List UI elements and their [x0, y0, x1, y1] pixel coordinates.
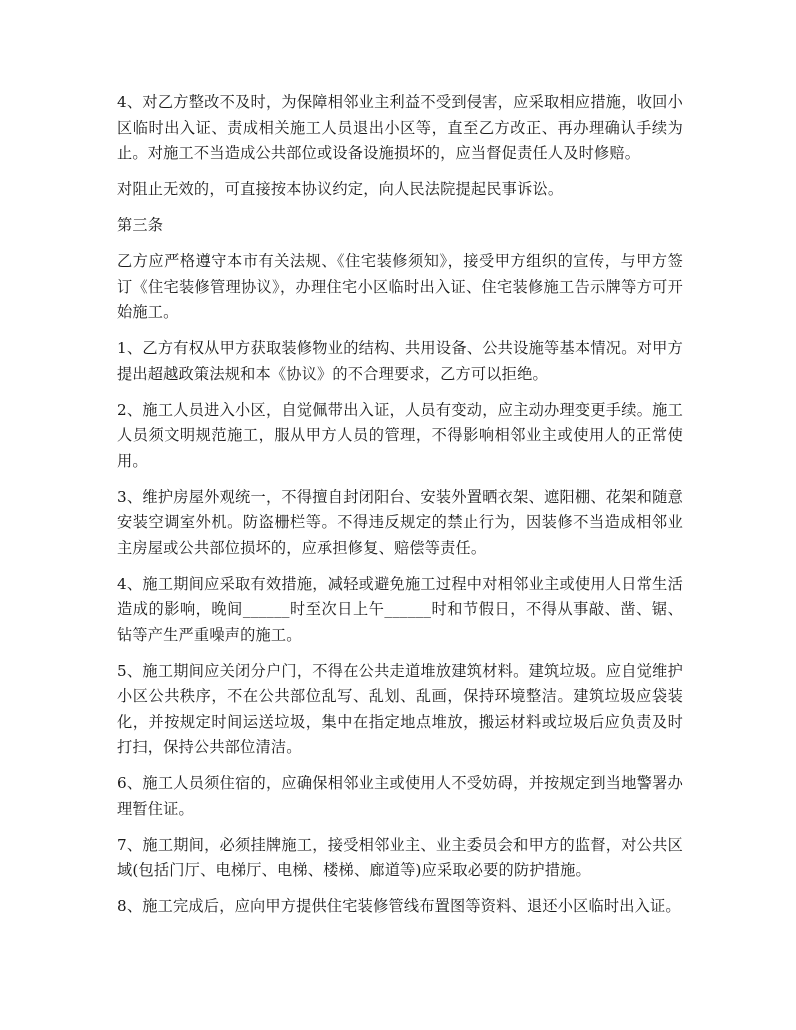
- article-heading: 第三条: [117, 216, 164, 234]
- paragraph-rectification: 4、对乙方整改不及时，为保障相邻业主利益不受到侵害，应采取相应措施，收回小区临时出入证、责成相关施工人员退出小区等，直至乙方改正、再办理确认手续为止。对施工不当造成公共部位或设备设施损坏的，应当督促责任人及时修赔。: [117, 93, 683, 162]
- clause-2: 2、施工人员进入小区，自觉佩带出入证，人员有变动，应主动办理变更手续。施工人员须文明规范施工，服从甲方人员的管理，不得影响相邻业主或使用人的正常使用。: [117, 400, 683, 470]
- clause-5: 5、施工期间应关闭分户门，不得在公共走道堆放建筑材料。建筑垃圾。应自觉维护小区公共秩序，不在公共部位乱写、乱划、乱画，保持环境整洁。建筑垃圾应袋装化，并按规定时间运送垃圾，集中在指定地点堆放，搬运材料或垃圾后应负责及时打扫，保持公共部位清洁。: [117, 661, 683, 756]
- paragraph-lawsuit: 对阻止无效的，可直接按本协议约定，向人民法院提起民事诉讼。: [117, 180, 564, 198]
- clause-3: 3、维护房屋外观统一，不得擅自封闭阳台、安装外置晒衣架、遮阳棚、花架和随意安装空调室外机。防盗栅栏等。不得违反规定的禁止行为，因装修不当造成相邻业主房屋或公共部位损坏的，应承担修复、赔偿等责任。: [117, 487, 683, 557]
- paragraph-article-intro: 乙方应严格遵守本市有关法规、《住宅装修须知》，接受甲方组织的宣传，与甲方签订《住宅装修管理协议》，办理住宅小区临时出入证、住宅装修施工告示牌等方可开始施工。: [117, 252, 683, 321]
- clause-1: 1、乙方有权从甲方获取装修物业的结构、共用设备、公共设施等基本情况。对甲方提出超越政策法规和本《协议》的不合理要求，乙方可以拒绝。: [117, 339, 683, 383]
- clause-7: 7、施工期间，必须挂牌施工，接受相邻业主、业主委员会和甲方的监督，对公共区域(包括门厅、电梯厅、电梯、楼梯、廊道等)应采取必要的防护措施。: [117, 835, 683, 879]
- clause-4: 4、施工期间应采取有效措施，减轻或避免施工过程中对相邻业主或使用人日常生活造成的影响，晚间______时至次日上午______时和节假日，不得从事敲、凿、锯、钻等产生严重噪声的施工。: [117, 574, 683, 644]
- clause-8: 8、施工完成后，应向甲方提供住宅装修管线布置图等资料、退还小区临时出入证。: [117, 897, 681, 915]
- clause-6: 6、施工人员须住宿的，应确保相邻业主或使用人不受妨碍，并按规定到当地警署办理暂住证。: [117, 774, 683, 818]
- document-body: [117, 90, 683, 920]
